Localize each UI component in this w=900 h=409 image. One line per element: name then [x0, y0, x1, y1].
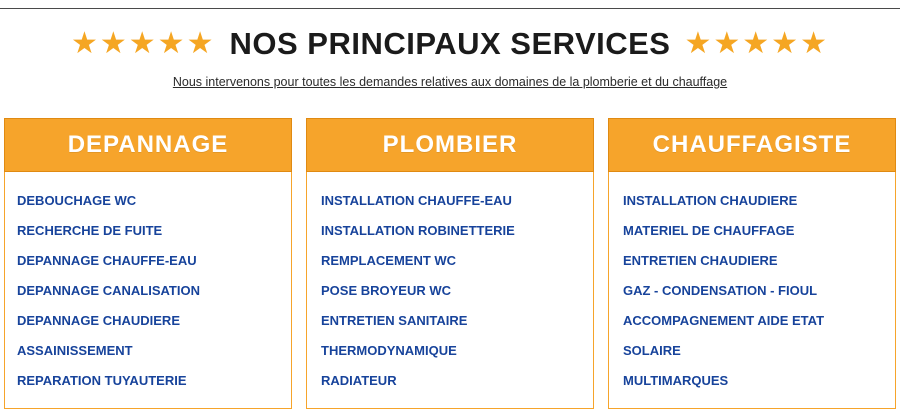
column-title: DEPANNAGE — [67, 131, 229, 158]
list-item[interactable]: RECHERCHE DE FUITE — [17, 223, 163, 238]
list-item[interactable]: REMPLACEMENT WC — [321, 253, 457, 268]
stars-right-icon: ★★★★★ — [684, 27, 829, 60]
list-item[interactable]: ACCOMPAGNEMENT AIDE ETAT — [623, 313, 825, 328]
page-subtitle: Nous intervenons pour toutes les demandes relatives aux domaines de la plomberie et du chauffage — [172, 75, 728, 89]
list-item[interactable]: MATERIEL DE CHAUFFAGE — [623, 223, 795, 238]
column-body-chauffagiste — [608, 172, 896, 409]
list-item[interactable]: INSTALLATION CHAUDIERE — [623, 193, 798, 208]
list-item[interactable]: GAZ - CONDENSATION - FIOUL — [623, 283, 818, 298]
stars-left-icon: ★★★★★ — [71, 27, 216, 60]
top-divider — [0, 8, 900, 9]
list-item[interactable]: DEPANNAGE CHAUFFE-EAU — [17, 253, 197, 268]
list-item[interactable]: DEBOUCHAGE WC — [17, 193, 137, 208]
column-title: CHAUFFAGISTE — [652, 131, 852, 158]
list-item[interactable]: RADIATEUR — [321, 373, 397, 388]
column-body-depannage — [4, 172, 292, 409]
column-body-plombier — [306, 172, 594, 409]
column-title: PLOMBIER — [382, 131, 518, 158]
column-header-plombier — [306, 118, 594, 172]
list-item[interactable]: REPARATION TUYAUTERIE — [17, 373, 187, 388]
list-item[interactable]: INSTALLATION ROBINETTERIE — [321, 223, 515, 238]
list-item[interactable]: DEPANNAGE CANALISATION — [17, 283, 200, 298]
services-columns — [0, 118, 900, 409]
list-item[interactable]: ENTRETIEN SANITAIRE — [321, 313, 468, 328]
list-item[interactable]: POSE BROYEUR WC — [321, 283, 452, 298]
column-header-chauffagiste — [608, 118, 896, 172]
list-item[interactable]: ENTRETIEN CHAUDIERE — [623, 253, 778, 268]
title-row — [0, 26, 900, 62]
service-column-chauffagiste — [608, 118, 896, 409]
page-header — [0, 26, 900, 89]
service-column-plombier — [306, 118, 594, 409]
column-header-depannage — [4, 118, 292, 172]
list-item[interactable]: SOLAIRE — [623, 343, 681, 358]
list-item[interactable]: MULTIMARQUES — [623, 373, 729, 388]
list-item[interactable]: DEPANNAGE CHAUDIERE — [17, 313, 180, 328]
service-column-depannage — [4, 118, 292, 409]
list-item[interactable]: THERMODYNAMIQUE — [321, 343, 457, 358]
page-title: NOS PRINCIPAUX SERVICES — [229, 26, 671, 61]
list-item[interactable]: INSTALLATION CHAUFFE-EAU — [321, 193, 512, 208]
list-item[interactable]: ASSAINISSEMENT — [17, 343, 133, 358]
